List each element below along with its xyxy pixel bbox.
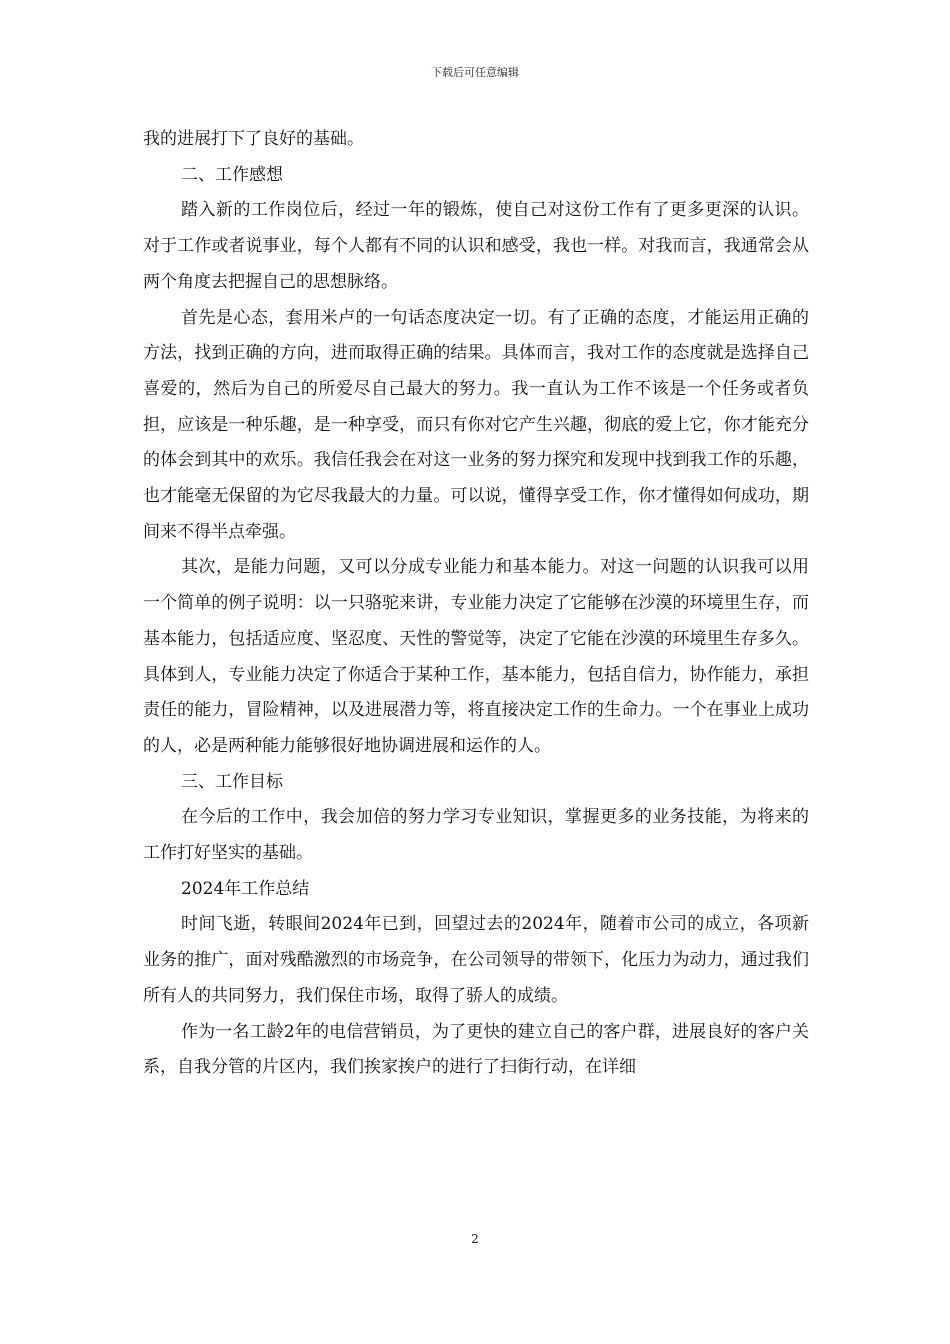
section-heading-annual-summary: 2024年工作总结 [181, 878, 310, 899]
paragraph-time-flies: 时间飞逝，转眼间2024年已到，回望过去的2024年，随着市公司的成立，各项新业务的推广，面对残酷激烈的市场竞争，在公司领导的带领下，化压力为动力，通过我们所有人的共同努力，我们保住市场，取得了骄人的成绩。 [143, 914, 809, 1006]
paragraph-new-position: 踏入新的工作岗位后，经过一年的锻炼，使自己对这份工作有了更多更深的认识。对于工作或者说事业，每个人都有不同的认识和感受，我也一样。对我而言，我通常会从两个角度去把握自己的思想脉络。 [143, 200, 809, 292]
paragraph-attitude: 首先是心态，套用米卢的一句话态度决定一切。有了正确的态度，才能运用正确的方法，找到正确的方向，进而取得正确的结果。具体而言，我对工作的态度就是选择自己喜爱的，然后为自己的所爱尽自己最大的努力。我一直认为工作不该是一个任务或者负担，应该是一种乐趣，是一种享受，而只有你对它产生兴趣，彻底的爱上它，你才能充分的体会到其中的欢乐。我信任我会在对这一业务的努力探究和发现中找到我工作的乐趣，也才能毫无保留的为它尽我最大的力量。可以说，懂得享受工作，你才懂得如何成功，期间来不得半点牵强。 [143, 307, 809, 542]
paragraph-future-work: 在今后的工作中，我会加倍的努力学习专业知识，掌握更多的业务技能，为将来的工作打好坚实的基础。 [143, 807, 809, 864]
section-heading-work-goals: 三、工作目标 [181, 771, 283, 792]
paragraph-telecom-sales: 作为一名工龄2年的电信营销员，为了更快的建立自己的客户群，进展良好的客户关系，自我分管的片区内，我们挨家挨户的进行了扫街行动，在详细 [143, 1021, 809, 1078]
paragraph-ability: 其次，是能力问题，又可以分成专业能力和基本能力。对这一问题的认识我可以用一个简单的例子说明：以一只骆驼来讲，专业能力决定了它能够在沙漠的环境里生存，而基本能力，包括适应度、坚忍度、天性的警觉等，决定了它能在沙漠的环境里生存多久。具体到人，专业能力决定了你适合于某种工作，基本能力，包括自信力，协作能力，承担责任的能力，冒险精神，以及进展潜力等，将直接决定工作的生命力。一个在事业上成功的人，必是两种能力能够很好地协调进展和运作的人。 [143, 557, 809, 756]
page-header: 下载后可任意编辑 [431, 66, 519, 79]
document-body [143, 122, 809, 1086]
section-heading-work-thoughts: 二、工作感想 [181, 164, 283, 185]
page-number: 2 [471, 1232, 479, 1246]
paragraph-continuation: 我的进展打下了良好的基础。 [143, 129, 364, 149]
